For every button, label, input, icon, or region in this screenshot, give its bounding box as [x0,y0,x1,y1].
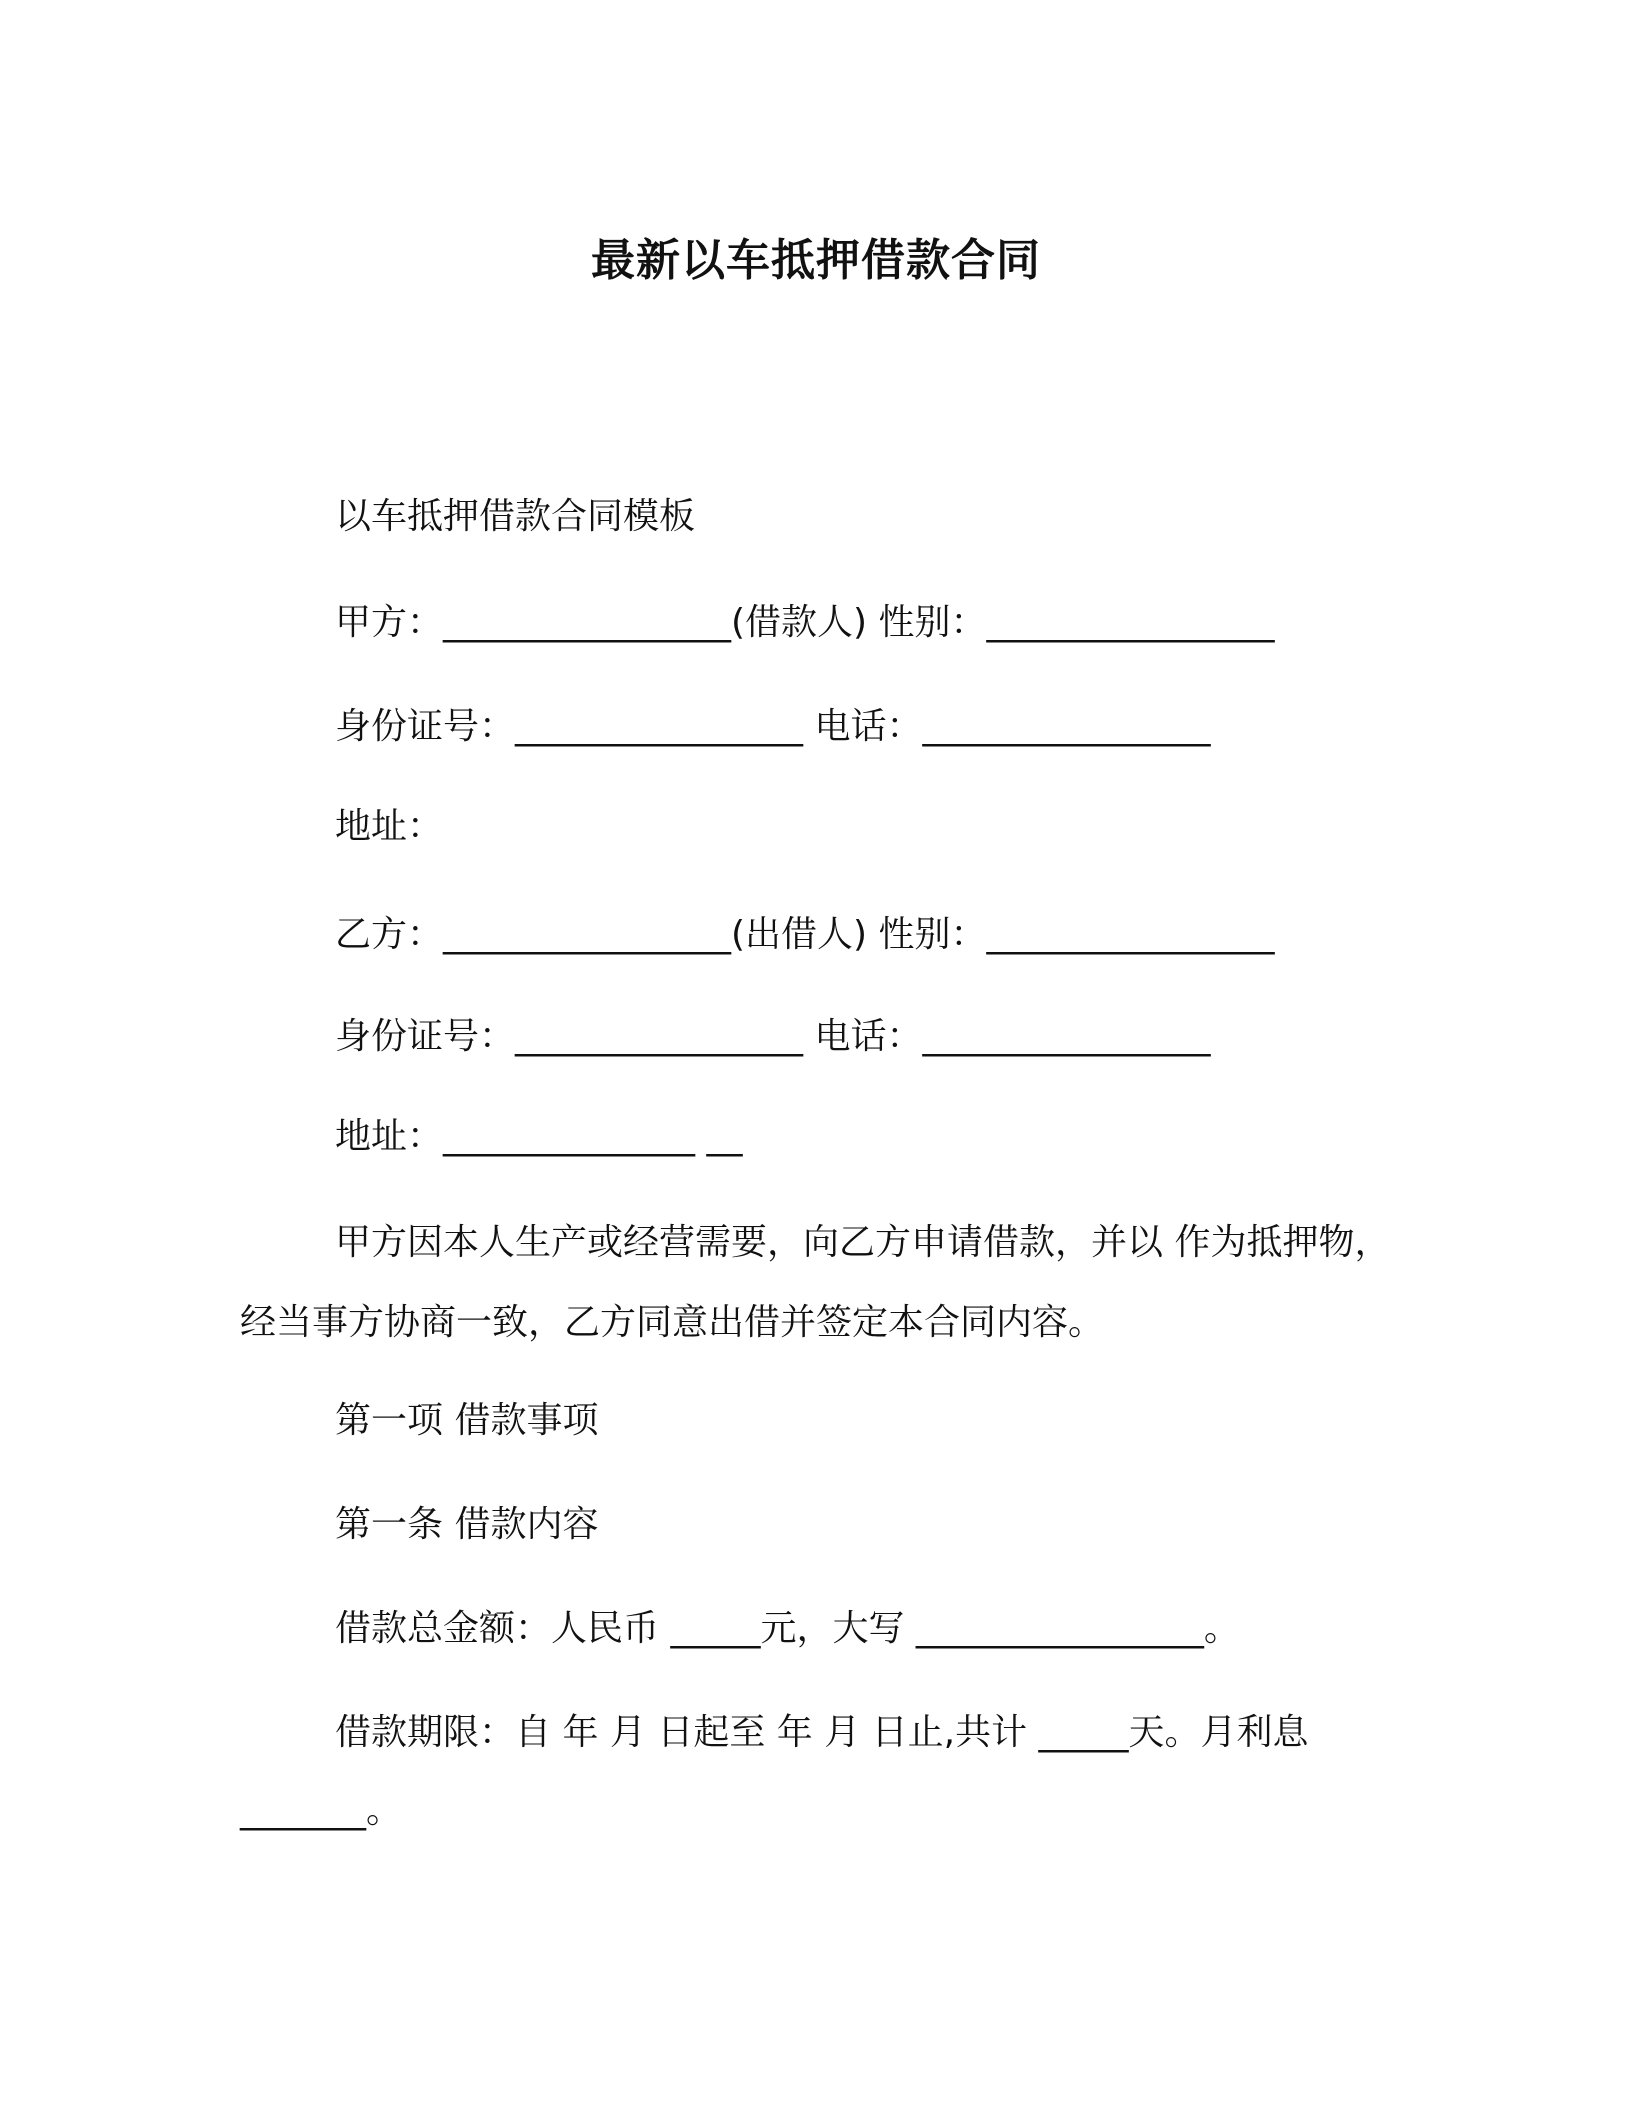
article-heading: 第一条 借款内容 [335,1504,599,1545]
document-title: 最新以车抵押借款合同 [591,235,1041,286]
party-a-address: 地址： [335,806,444,847]
preamble-line-1: 甲方因本人生产或经营需要，向乙方申请借款，并以 作为抵押物， [335,1222,1391,1263]
loan-term-line-2: _______。 [240,1790,403,1831]
party-b-id-phone: 身份证号：________________ 电话：________________ [335,1016,1211,1057]
party-a-id-phone: 身份证号：________________ 电话：________________ [335,706,1211,747]
party-b-address: 地址：______________ __ [335,1116,743,1157]
party-b-name-gender: 乙方：________________(出借人) 性别：________________ [335,914,1275,955]
preamble-line-2: 经当事方协商一致，乙方同意出借并签定本合同内容。 [240,1302,1105,1343]
party-a-name-gender: 甲方：________________(借款人) 性别：________________ [335,602,1275,643]
section-heading: 第一项 借款事项 [335,1400,599,1441]
template-subtitle: 以车抵押借款合同模板 [335,496,696,537]
loan-term-line-1: 借款期限：自 年 月 日起至 年 月 日止,共计 _____天。月利息 [335,1712,1309,1753]
loan-amount-line: 借款总金额：人民币 _____元，大写 ________________。 [335,1608,1240,1649]
